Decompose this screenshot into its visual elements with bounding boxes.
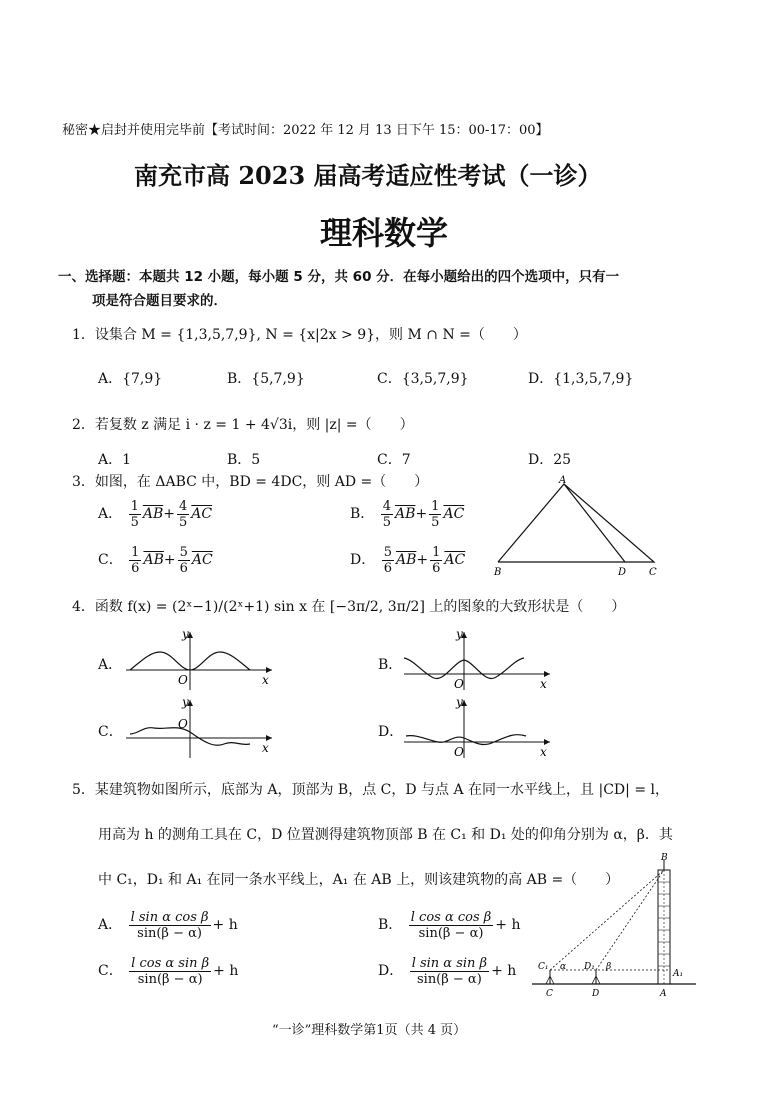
q3-stem: 3．如图，在 ΔABC 中，BD = 4DC，则 AD =（ ）: [72, 474, 429, 490]
q2-option-a: A．1: [98, 452, 132, 468]
svg-text:O: O: [454, 677, 464, 691]
q1-option-a: A．{7,9}: [98, 371, 163, 387]
svg-text:B: B: [661, 853, 668, 863]
svg-text:x: x: [262, 741, 269, 755]
q4-option-b-label: B．: [378, 657, 403, 673]
q5-option-d: D． $\frac{\text{l sin α sin β}}{\sin(\beta - \alpha)}$ + h: [378, 955, 517, 987]
svg-text:C₁: C₁: [538, 962, 549, 972]
q4-option-c-label: C．: [98, 724, 123, 740]
q5-line2: 用高为 h 的测角工具在 C，D 位置测得建筑物顶部 B 在 C₁ 和 D₁ 处的仰角分别为 α，β．其: [98, 827, 673, 843]
exam-title: 南充市高 2023 届高考适应性考试（一诊）: [134, 161, 602, 190]
q3-option-d: D． $\frac{5}{6}$ $\overline{AB}+$ $\frac{1}{6}$ $\overline{AC}$: [350, 544, 466, 576]
svg-text:D₁: D₁: [584, 962, 595, 972]
q5-building-figure: [528, 852, 700, 998]
q5-option-c: C． $\frac{\text{l cos α sin β}}{\sin(\beta - \alpha)}$ + h: [98, 955, 239, 987]
q4-option-d-label: D．: [378, 724, 404, 740]
q3-label-d: D: [618, 567, 627, 578]
q5-option-b: B． $\frac{\text{l cos α cos β}}{\sin(\beta - \alpha)}$ + h: [378, 909, 521, 941]
svg-text:α: α: [560, 962, 567, 972]
svg-text:O: O: [454, 745, 464, 759]
svg-text:x: x: [262, 673, 269, 687]
svg-text:O: O: [178, 673, 188, 687]
svg-text:x: x: [540, 745, 547, 759]
svg-text:y: y: [182, 628, 189, 641]
q1-stem: 1．设集合 M = {1,3,5,7,9}, N = {x|2x > 9}，则 M ∩ N =（ ）: [72, 327, 527, 343]
q3-option-b: B． $\frac{4}{5}$ $\overline{AB}+$ $\frac{1}{5}$ $\overline{AC}$: [350, 498, 465, 530]
q4-stem: 4．函数 f(x) = (2ˣ−1)/(2ˣ+1) sin x 在 [−3π/2, 3π/2] 上的图象的大致形状是（ ）: [72, 599, 626, 615]
q1-option-c: C．{3,5,7,9}: [377, 371, 469, 387]
q4-graph-d: [398, 696, 558, 760]
q3-option-c: C． $\frac{1}{6}$ $\overline{AB}+$ $\frac{5}{6}$ $\overline{AC}$: [98, 544, 213, 576]
svg-text:A: A: [660, 989, 667, 998]
q1-option-b: B．{5,7,9}: [227, 371, 305, 387]
q2-stem: 2．若复数 z 满足 i · z = 1 + 4√3i，则 |z| =（ ）: [72, 417, 414, 433]
q4-graph-a: [120, 628, 280, 692]
svg-text:C: C: [546, 989, 553, 998]
q2-option-c: C．7: [377, 452, 411, 468]
svg-text:y: y: [456, 696, 463, 709]
q2-option-d: D．25: [528, 452, 572, 468]
subject-title: 理科数学: [320, 214, 449, 252]
svg-text:y: y: [456, 628, 463, 641]
section-heading-line2: 项是符合题目要求的．: [92, 293, 227, 309]
q2-option-b: B．5: [227, 452, 261, 468]
svg-text:O: O: [178, 717, 188, 731]
svg-text:x: x: [540, 677, 547, 691]
q3-triangle-figure: [488, 472, 668, 582]
q5-line3: 中 C₁，D₁ 和 A₁ 在同一条水平线上，A₁ 在 AB 上，则该建筑物的高 AB =（ ）: [98, 872, 620, 888]
svg-text:A₁: A₁: [673, 969, 684, 979]
q4-graph-b: [398, 628, 558, 692]
secret-line: 秘密★启封并使用完毕前【考试时间：2022 年 12 月 13 日下午 15：00-17：00】: [62, 123, 549, 138]
svg-text:y: y: [182, 696, 189, 709]
q3-option-a: A． $\frac{1}{5}$ $\overline{AB}+$ $\frac{4}{5}$ $\overline{AC}$: [98, 498, 213, 530]
section-heading-line1: 一、选择题：本题共 12 小题，每小题 5 分，共 60 分．在每小题给出的四个选项中，只有一: [58, 269, 620, 285]
q3-label-c: C: [649, 567, 657, 578]
q4-graph-c: [120, 696, 280, 760]
q5-option-a: A． $\frac{\text{l sin α cos β}}{\sin(\beta - \alpha)}$ + h: [98, 909, 238, 941]
q3-label-a: A: [559, 475, 567, 486]
svg-text:β: β: [606, 962, 612, 972]
q5-line1: 5．某建筑物如图所示，底部为 A，顶部为 B，点 C，D 与点 A 在同一水平线上，且 |CD| = l，: [72, 782, 669, 798]
q1-option-d: D．{1,3,5,7,9}: [528, 371, 634, 387]
q4-option-a-label: A．: [98, 657, 123, 673]
page-footer: “一诊”理科数学第1页（共 4 页）: [272, 1023, 467, 1038]
svg-text:D: D: [592, 989, 600, 998]
q3-label-b: B: [494, 567, 502, 578]
